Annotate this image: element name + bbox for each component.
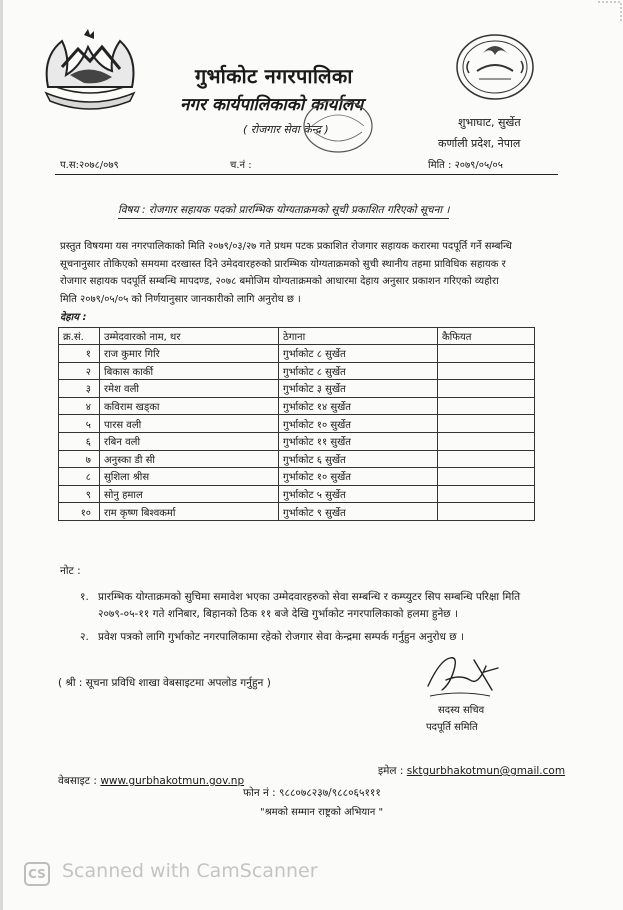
note-number: १. [80, 591, 89, 603]
cell-name: पारस वली [100, 415, 279, 433]
table-row [59, 362, 535, 380]
cell-serial: ६ [59, 432, 100, 450]
motto-text: "श्रमको सम्मान राष्ट्रको अभियान " [260, 807, 384, 818]
dispatch-number: च.नं : [230, 160, 252, 171]
cell-address: गुर्भाकोट ६ सुर्खेत [279, 450, 438, 468]
col-header-name: उम्मेदवारको नाम, थर [100, 328, 279, 345]
table-row [59, 468, 535, 486]
cell-serial: २ [59, 362, 100, 380]
reference-number: प.स:२०७८/०७९ [60, 160, 119, 171]
note-number: २. [80, 631, 89, 643]
email-line [378, 764, 565, 778]
cell-remarks [438, 345, 535, 363]
email-label: इमेल : [378, 765, 404, 777]
table-row [59, 415, 535, 433]
candidate-table [58, 327, 535, 521]
website-link[interactable]: www.gurbhakotmun.gov.np [100, 775, 245, 787]
notes-label: नोट : [60, 565, 81, 577]
table-row [59, 380, 535, 398]
table-row [59, 503, 535, 521]
phone-number: फोन नं : ९८८०७८२३७/९८८०६५१११ [243, 787, 381, 799]
cell-address: गुर्भाकोट ११ सुर्खेत [279, 432, 438, 450]
cell-address: गुर्भाकोट ३ सुर्खेत [279, 380, 438, 398]
email-link[interactable]: sktgurbhakotmun@gmail.com [406, 765, 566, 777]
cell-remarks [438, 503, 535, 521]
paragraph-line: मिति २०७९/०५/०५ को निर्णयानुसार जानकारीको लागि अनुरोध छ । [60, 293, 301, 305]
cell-remarks [438, 397, 535, 415]
cell-remarks [438, 450, 535, 468]
cell-name: बिकास कार्की [100, 362, 279, 380]
cell-name: सुशिला श्रीस [100, 468, 279, 486]
scan-edge-shadow [0, 0, 3, 910]
cell-remarks [438, 432, 535, 450]
scan-corner-mark [596, 0, 623, 24]
cell-serial: १ [59, 345, 100, 363]
website-line [58, 774, 244, 788]
cell-address: गुर्भाकोट ५ सुर्खेत [279, 485, 438, 503]
col-header-address: ठेगाना [279, 328, 438, 345]
paragraph-line: प्रस्तुत विषयमा यस नगरपालिकाको मिति २०७९/०३/२७ गते प्रथम पटक प्रकाशित रोजगार सहायक करारमा पदपूर्ति गर्ने सम्बन्धि [60, 241, 512, 252]
table-row [59, 450, 535, 468]
municipality-logo-icon [455, 33, 535, 101]
list-intro-label: देहाय : [60, 312, 87, 323]
cell-name: अनुस्का डी सी [100, 450, 279, 468]
cell-name: सोनु हमाल [100, 485, 279, 503]
note-text: २०७९-०५-११ गते शनिबार, बिहानको ठिक ११ बजे देखि गुर्भाकोट नगरपालिकाको हलमा हुनेछ । [98, 608, 458, 620]
signatory-role: सदस्य सचिव [438, 705, 485, 716]
notice-date: मिति : २०७९/०५/०५ [428, 160, 503, 171]
handwritten-signature-icon [420, 650, 500, 702]
col-header-remarks: कैफियत [438, 328, 535, 345]
address-line-1: शुभाघाट, सुर्खेत [458, 116, 521, 129]
cell-remarks [438, 362, 535, 380]
paragraph-line: रोजगार सहायक पदपूर्ति सम्बन्धि मापदण्ड, २०७८ बमोजिम योग्यताक्रमको आधारमा देहाय अनुसार प्रकाशन गरिएको व्यहोरा [60, 276, 499, 287]
office-stamp-icon [300, 96, 376, 156]
cell-address: गुर्भाकोट १० सुर्खेत [279, 468, 438, 486]
address-line-2: कर्णाली प्रदेश, नेपाल [438, 137, 521, 150]
camscanner-logo-icon: CS [24, 862, 50, 886]
office-unit: ( रोजगार सेवा केन्द्र ) [243, 123, 329, 136]
cell-address: गुर्भाकोट १४ सुर्खेत [279, 397, 438, 415]
cell-serial: ९ [59, 485, 100, 503]
table-header-row [59, 328, 535, 345]
header-divider [55, 174, 558, 175]
cell-serial: ३ [59, 380, 100, 398]
office-subtitle: नगर कार्यपालिकाको कार्यालय [180, 95, 364, 115]
cell-remarks [438, 415, 535, 433]
cell-name: कविराम खड्का [100, 397, 279, 415]
col-header-serial: क्र.सं. [59, 328, 100, 345]
cell-name: राम कृष्ण बिश्वकर्मा [100, 503, 279, 521]
cell-address: गुर्भाकोट ८ सुर्खेत [279, 345, 438, 363]
paragraph-line: सूचनानुसार तोकिएको समयमा दरखास्त दिने उमेदवारहरुको प्रारम्भिक योग्यताक्रमको सुची स्थानीय तहमा प्राविधिक सहायक र [60, 258, 506, 270]
table-row [59, 397, 535, 415]
scanner-watermark: Scanned with CamScanner [62, 860, 318, 882]
cell-serial: ८ [59, 468, 100, 486]
table-row [59, 485, 535, 503]
cell-address: गुर्भाकोट ९ सुर्खेत [279, 503, 438, 521]
cell-serial: १० [59, 503, 100, 521]
cell-name: रमेश वली [100, 380, 279, 398]
cell-remarks [438, 485, 535, 503]
cell-serial: ५ [59, 415, 100, 433]
cell-remarks [438, 380, 535, 398]
nepal-emblem-icon [40, 27, 140, 112]
cell-name: राज कुमार गिरि [100, 345, 279, 363]
note-text: प्रारम्भिक योग्ताक्रमको सुचिमा समावेश भएका उम्मेदवारहरुको सेवा सम्बन्धि र कम्प्युटर सिप सम्बन्धि परिक्षा मिति [98, 591, 521, 603]
cell-address: गुर्भाकोट १० सुर्खेत [279, 415, 438, 433]
note-text: प्रवेश पत्रको लागि गुर्भाकोट नगरपालिकामा रहेको रोजगार सेवा केन्द्रमा सम्पर्क गर्नुहुन अनुरोध छ । [98, 631, 464, 643]
notice-subject: विषय : रोजगार सहायक पदको प्रारम्भिक योग्यताक्रमको सूची प्रकाशित गरिएको सूचना । [118, 203, 449, 219]
municipality-title: गुर्भाकोट नगरपालिका [195, 64, 353, 88]
signatory-committee: पदपूर्ति समिति [426, 722, 478, 733]
cell-remarks [438, 468, 535, 486]
cell-address: गुर्भाकोट ८ सुर्खेत [279, 362, 438, 380]
table-row [59, 432, 535, 450]
cell-serial: ७ [59, 450, 100, 468]
cell-serial: ४ [59, 397, 100, 415]
upload-instruction: ( श्री : सूचना प्रविधि शाखा वेबसाइटमा अपलोड गर्नुहुन ) [58, 677, 271, 689]
table-row [59, 345, 535, 363]
website-label: वेबसाइट : [58, 775, 97, 787]
cell-name: रबिन वली [100, 432, 279, 450]
notice-paragraph [60, 238, 558, 308]
